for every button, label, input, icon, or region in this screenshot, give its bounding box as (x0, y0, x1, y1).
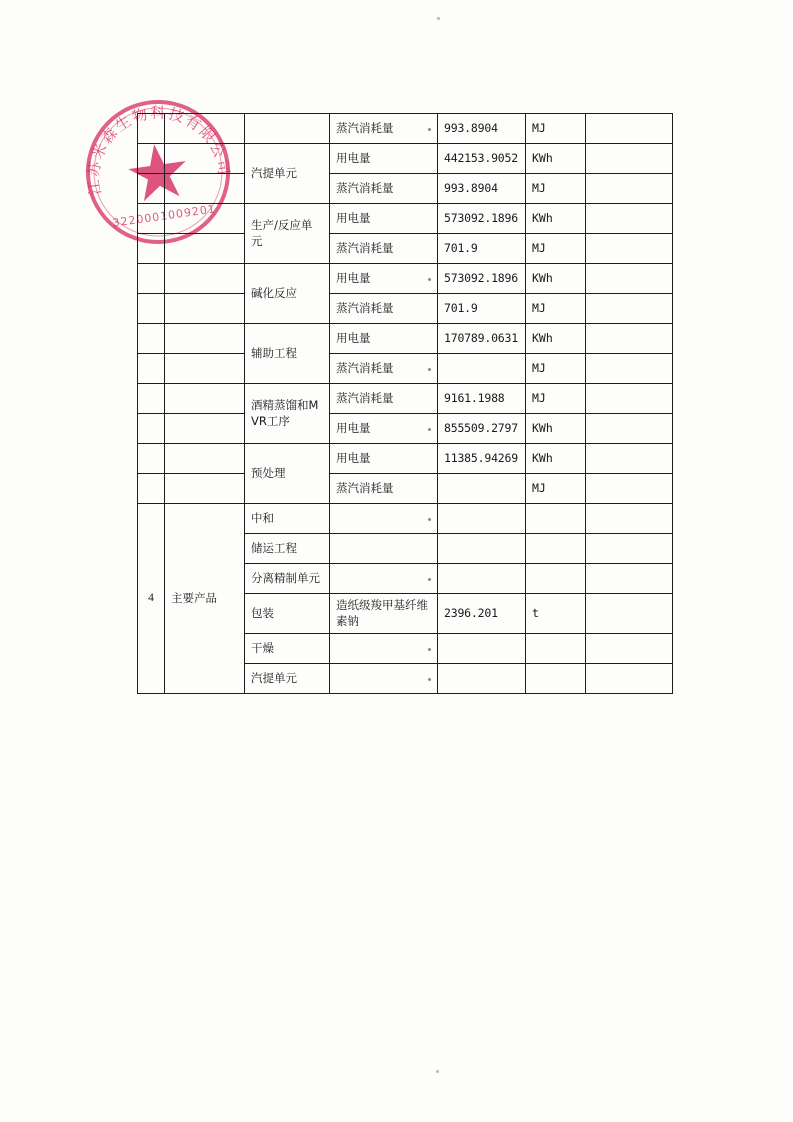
table-row (138, 144, 673, 174)
cell-note (586, 234, 673, 264)
cell-item: 蒸汽消耗量 (330, 294, 438, 324)
cell-note (586, 264, 673, 294)
cell-value: 2396.201 (438, 594, 526, 634)
cell-uom: MJ (526, 474, 586, 504)
cell-uom: MJ (526, 354, 586, 384)
cell-note (586, 114, 673, 144)
cell-item (330, 664, 438, 694)
cell-category (165, 414, 245, 444)
cell-category (165, 114, 245, 144)
cell-category (165, 324, 245, 354)
cell-unit (245, 114, 330, 144)
cell-unit: 汽提单元 (245, 144, 330, 204)
cell-item: 蒸汽消耗量 (330, 354, 438, 384)
cell-uom: KWh (526, 264, 586, 294)
cell-category (165, 294, 245, 324)
cell-value: 701.9 (438, 234, 526, 264)
cell-note (586, 414, 673, 444)
cell-category (165, 174, 245, 204)
cell-note (586, 174, 673, 204)
cell-uom: KWh (526, 324, 586, 354)
cell-value (438, 534, 526, 564)
cell-item: 用电量 (330, 264, 438, 294)
cell-note (586, 634, 673, 664)
cell-item: 用电量 (330, 324, 438, 354)
table-row (138, 204, 673, 234)
cell-category (165, 204, 245, 234)
cell-uom (526, 634, 586, 664)
cell-item (330, 564, 438, 594)
cell-uom: KWh (526, 414, 586, 444)
cell-note (586, 324, 673, 354)
cell-item: 造纸级羧甲基纤维素钠 (330, 594, 438, 634)
cell-category (165, 144, 245, 174)
cell-index (138, 294, 165, 324)
cell-unit: 酒精蒸馏和MVR工序 (245, 384, 330, 444)
cell-category (165, 444, 245, 474)
table-row (138, 504, 673, 534)
cell-index (138, 474, 165, 504)
cell-note (586, 504, 673, 534)
table-row (138, 294, 673, 324)
cell-uom (526, 534, 586, 564)
cell-note (586, 144, 673, 174)
cell-category (165, 384, 245, 414)
cell-unit: 碱化反应 (245, 264, 330, 324)
svg-text:江苏米森生物科技有限公司: 江苏米森生物科技有限公司 (84, 103, 234, 197)
cell-uom: MJ (526, 114, 586, 144)
scan-speck (436, 1070, 439, 1073)
cell-note (586, 664, 673, 694)
cell-index (138, 174, 165, 204)
table-row (138, 474, 673, 504)
table-row (138, 234, 673, 264)
cell-uom: KWh (526, 144, 586, 174)
cell-note (586, 444, 673, 474)
cell-value: 701.9 (438, 294, 526, 324)
cell-value (438, 664, 526, 694)
cell-note (586, 294, 673, 324)
cell-uom: MJ (526, 294, 586, 324)
cell-category (165, 474, 245, 504)
cell-unit: 分离精制单元 (245, 564, 330, 594)
cell-value (438, 504, 526, 534)
cell-uom (526, 664, 586, 694)
cell-item: 蒸汽消耗量 (330, 234, 438, 264)
cell-uom: KWh (526, 444, 586, 474)
svg-text:3220001009201: 3220001009201 (111, 202, 217, 230)
scan-speck (437, 17, 440, 20)
cell-uom: MJ (526, 234, 586, 264)
cell-unit: 包装 (245, 594, 330, 634)
cell-value: 442153.9052 (438, 144, 526, 174)
cell-uom: MJ (526, 384, 586, 414)
cell-item: 蒸汽消耗量 (330, 114, 438, 144)
cell-note (586, 474, 673, 504)
cell-value: 855509.2797 (438, 414, 526, 444)
cell-index (138, 144, 165, 174)
cell-value: 573092.1896 (438, 264, 526, 294)
cell-note (586, 594, 673, 634)
cell-category (165, 234, 245, 264)
cell-unit: 干燥 (245, 634, 330, 664)
cell-item (330, 504, 438, 534)
cell-value (438, 564, 526, 594)
cell-index (138, 384, 165, 414)
cell-value (438, 474, 526, 504)
cell-item: 用电量 (330, 144, 438, 174)
cell-item (330, 534, 438, 564)
cell-index (138, 444, 165, 474)
table-row (138, 324, 673, 354)
cell-index (138, 324, 165, 354)
cell-value: 993.8904 (438, 114, 526, 144)
cell-item: 蒸汽消耗量 (330, 384, 438, 414)
table-row (138, 354, 673, 384)
energy-consumption-table (137, 113, 673, 694)
cell-item: 用电量 (330, 414, 438, 444)
cell-unit: 辅助工程 (245, 324, 330, 384)
cell-category (165, 264, 245, 294)
cell-uom: MJ (526, 174, 586, 204)
cell-item: 用电量 (330, 204, 438, 234)
table-row (138, 444, 673, 474)
cell-value: 9161.1988 (438, 384, 526, 414)
cell-item: 蒸汽消耗量 (330, 474, 438, 504)
cell-index (138, 414, 165, 444)
cell-index (138, 114, 165, 144)
cell-uom: KWh (526, 204, 586, 234)
cell-value: 11385.94269 (438, 444, 526, 474)
cell-note (586, 204, 673, 234)
cell-unit: 预处理 (245, 444, 330, 504)
cell-index (138, 354, 165, 384)
cell-uom (526, 504, 586, 534)
cell-value (438, 634, 526, 664)
cell-note (586, 564, 673, 594)
cell-note (586, 534, 673, 564)
cell-unit: 汽提单元 (245, 664, 330, 694)
table-row (138, 264, 673, 294)
cell-unit: 储运工程 (245, 534, 330, 564)
cell-uom (526, 564, 586, 594)
cell-value: 573092.1896 (438, 204, 526, 234)
cell-category (165, 354, 245, 384)
table-row (138, 174, 673, 204)
cell-item: 用电量 (330, 444, 438, 474)
cell-category: 主要产品 (165, 504, 245, 694)
cell-index: 4 (138, 504, 165, 694)
cell-item (330, 634, 438, 664)
cell-value: 170789.0631 (438, 324, 526, 354)
table-row (138, 384, 673, 414)
cell-unit: 生产/反应单元 (245, 204, 330, 264)
cell-index (138, 264, 165, 294)
cell-uom: t (526, 594, 586, 634)
table-row (138, 414, 673, 444)
cell-index (138, 234, 165, 264)
cell-unit: 中和 (245, 504, 330, 534)
cell-note (586, 384, 673, 414)
cell-item: 蒸汽消耗量 (330, 174, 438, 204)
cell-index (138, 204, 165, 234)
table-row (138, 114, 673, 144)
cell-value: 993.8904 (438, 174, 526, 204)
cell-note (586, 354, 673, 384)
cell-value (438, 354, 526, 384)
